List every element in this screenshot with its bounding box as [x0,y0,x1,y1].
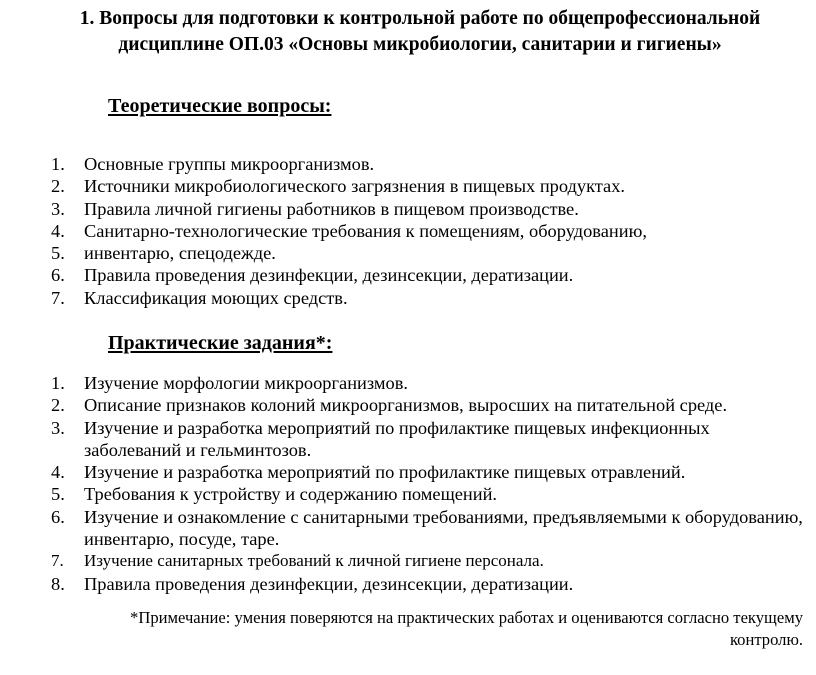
item-text: Основные группы микроорганизмов. [84,154,375,174]
practice-heading: Практические задания*: [108,332,333,354]
item-number: 8. [51,573,65,594]
list-item [0,483,804,505]
item-number: 7. [51,551,64,571]
list-item [0,573,804,595]
item-number: 7. [51,287,65,308]
item-text: Изучение санитарных требований к личной гигиене персонала. [84,551,544,571]
item-number: 6. [51,506,65,527]
list-item [0,220,804,242]
item-text: Изучение и ознакомление с санитарными требованиями, предъявляемыми к оборудованию, инвентарю, посуде, таре. [84,506,803,550]
item-number: 2. [51,176,65,197]
list-item [0,287,804,309]
title-line-2: дисциплине ОП.03 «Основы микробиологии, санитарии и гигиены» [118,34,722,55]
item-text: Санитарно-технологические требования к помещениям, оборудованию, [84,220,647,241]
item-number: 2. [51,395,65,416]
list-item [0,506,804,551]
practice-task-list [0,372,804,595]
list-item [0,153,804,175]
item-text: Правила проведения дезинфекции, дезинсекции, дератизации. [84,265,574,286]
item-text: Изучение и разработка мероприятий по профилактике пищевых отравлений. [84,462,686,483]
list-item [0,550,804,572]
item-number: 6. [51,265,65,286]
theory-question-list [0,153,804,309]
title-line-1: 1. Вопросы для подготовки к контрольной работе по общепрофессиональной [79,8,761,29]
footnote-line-2: контролю. [729,630,803,649]
list-item [0,175,804,197]
footnote [100,607,803,651]
item-number: 1. [51,373,65,393]
item-number: 4. [51,220,65,241]
item-text: Правила личной гигиены работников в пищевом производстве. [84,198,579,219]
list-item [0,394,804,416]
item-number: 3. [51,198,65,219]
item-number: 5. [51,484,65,505]
list-item [0,242,804,264]
footnote-line-1: *Примечание: умения поверяются на практических работах и оцениваются согласно текущему [130,608,803,627]
list-item [0,461,804,483]
theory-heading: Теоретические вопросы: [108,95,332,117]
item-text: инвентарю, спецодежде. [84,243,276,264]
item-text: Источники микробиологического загрязнения в пищевых продуктах. [84,176,626,197]
item-text: Правила проведения дезинфекции, дезинсекции, дератизации. [84,573,574,594]
item-number: 3. [51,417,65,438]
item-text: Классификация моющих средств. [84,287,348,308]
list-item [0,417,804,462]
item-number: 4. [51,462,65,483]
item-text: Изучение и разработка мероприятий по профилактике пищевых инфекционных заболеваний и гельминтозов. [84,417,710,460]
item-number: 1. [51,154,65,174]
item-text: Описание признаков колоний микроорганизмов, выросших на питательной среде. [84,395,728,416]
item-number: 5. [51,243,65,264]
list-item [0,372,804,394]
item-text: Требования к устройству и содержанию помещений. [84,484,498,505]
list-item [0,198,804,220]
list-item [0,264,804,286]
item-text: Изучение морфологии микроорганизмов. [84,373,409,393]
document-title [40,6,800,58]
